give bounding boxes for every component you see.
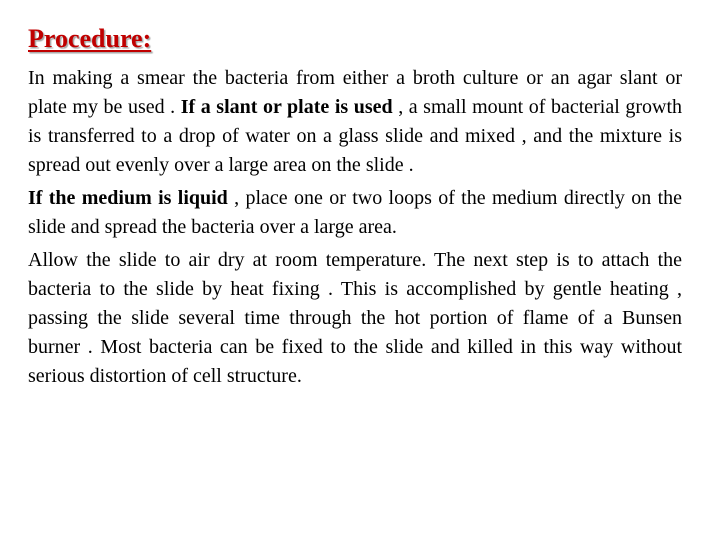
bold-text-run: If a slant or plate is used [180,96,393,118]
text-run: , a small mount of bacterial growth is transferred to a drop of water on a glass slide and mixed , and the mixture is spread out evenly over a large area on the slide . [28,96,683,176]
paragraph-smear [28,64,682,180]
paragraph-heat-fixing [28,246,682,391]
text-run: In making a smear the bacteria from either a broth culture or an agar slant or plate my be used . [28,67,682,118]
page-title: Procedure: [28,24,152,53]
bold-text-run: If the medium is liquid [28,187,228,209]
paragraph-liquid [28,184,682,242]
text-run: , place one or two loops of the medium directly on the slide and spread the bacteria over a large area. [28,187,682,238]
text-run: Allow the slide to air dry at room temperature. The next step is to attach the bacteria to the slide by heat fixing . This is accomplished by gentle heating , passing the slide several time through the hot portion of flame of a Bunsen burner . Most bacteria can be fixed to the slide and killed in this way without serious distortion of cell structure. [28,249,682,387]
procedure-body [28,64,682,395]
